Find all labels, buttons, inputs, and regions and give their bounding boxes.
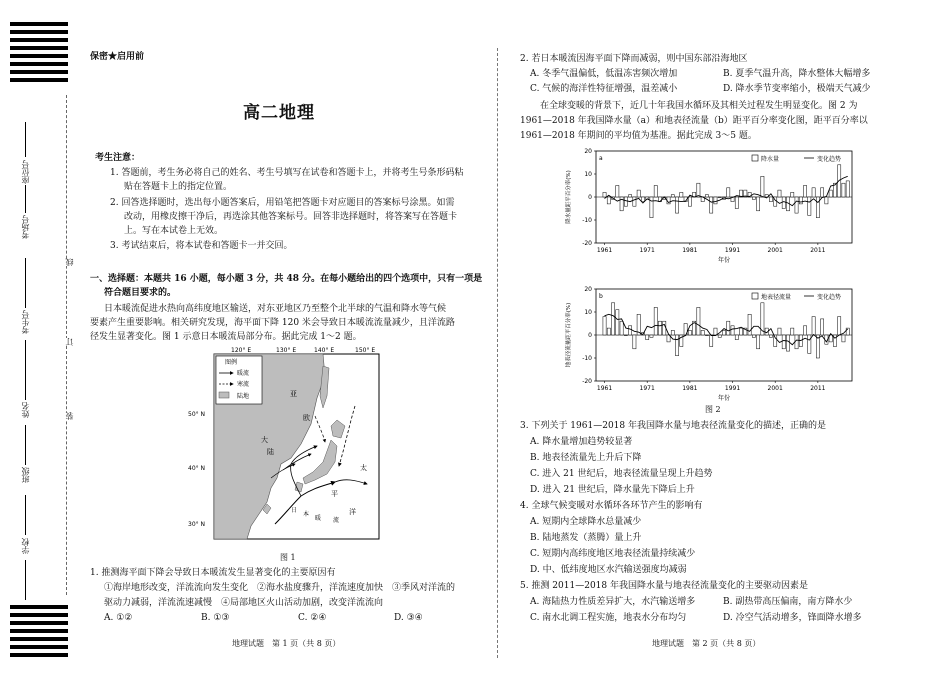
bar-1962 [607, 328, 610, 335]
bar-2003 [782, 335, 785, 349]
lon-label: 140° E [314, 347, 335, 354]
notes-heading: 考生注意： [95, 153, 141, 163]
bar-1995 [748, 314, 751, 335]
bar-1985 [705, 335, 708, 336]
bar-1969 [637, 190, 640, 197]
confidential-label: 保密★启用前 [90, 52, 145, 62]
seat-number-label: 座位号 [21, 160, 30, 184]
bar-1964 [616, 186, 619, 198]
bar-1978 [675, 335, 678, 356]
place-label: 大 [261, 436, 268, 444]
q2-stem: 2. 若日本暖流因海平面下降而减弱，则中国东部沿海地区 [520, 54, 748, 64]
bar-2002 [778, 328, 781, 335]
exam-room-label: 考场号 [21, 215, 30, 239]
q2-option-d[interactable]: D. 降水季节变率缩小，极端天气减少 [723, 84, 871, 94]
lon-label: 130° E [276, 347, 297, 354]
bar-1978 [675, 197, 678, 213]
note-line: 1. 答题前，考生务必将自己的姓名、考生号填写在试卷和答题卡上，并将考生号条形码粘 [110, 168, 464, 178]
q1-item: 驱动力减弱，洋流流速减慢 ④局部地区火山活动加剧，改变洋流流向 [104, 598, 384, 608]
place-label: 陆 [267, 448, 274, 456]
class-label: 班级 [21, 467, 30, 483]
bar-2003 [782, 197, 785, 209]
x-tick-label: 1981 [682, 385, 698, 392]
bar-1998 [761, 176, 764, 197]
legend-trend-label: 变化趋势 [817, 156, 842, 163]
x-tick-label: 2001 [767, 247, 783, 254]
legend-title: 图例 [225, 359, 238, 366]
bar-1991 [731, 326, 734, 335]
note-line: 改动，用橡皮擦干净后，再选涂其他答案标号。回答非选择题时，将答案写在答题卡 [124, 212, 458, 222]
x-tick-label: 1971 [639, 247, 655, 254]
place-label: 本 [303, 511, 310, 518]
bar-1973 [654, 307, 657, 335]
bar-2009 [808, 335, 811, 353]
panel-label: a [599, 155, 603, 162]
x-tick-label: 2001 [767, 385, 783, 392]
bar-2002 [778, 190, 781, 197]
bar-1985 [705, 195, 708, 197]
lat-label: 30° N [188, 521, 206, 528]
bar-2004 [786, 335, 789, 351]
y-tick-label: -20 [582, 378, 592, 385]
bar-1972 [650, 335, 653, 337]
q1-option-d[interactable]: D. ③④ [394, 613, 423, 623]
bar-1986 [710, 197, 713, 213]
bar-1968 [633, 335, 636, 349]
note-line: 2. 回答选择题时，选出每小题答案后，用铅笔把答题卡对应题目的答案标号涂黑。如需 [110, 198, 455, 208]
x-tick-label: 1971 [639, 385, 655, 392]
bind-mark: 装 [65, 412, 74, 420]
intro-line: 径发生显著变化。图 1 示意日本暖流局部分布。据此完成 1～2 题。 [90, 332, 362, 342]
bar-2001 [774, 335, 777, 347]
bar-2000 [769, 335, 772, 337]
staple-mark: 订 [65, 338, 74, 346]
y-tick-label: 20 [584, 286, 592, 293]
bar-1983 [697, 183, 700, 197]
q1-stem: 1. 推测海平面下降会导致日本暖流发生显著变化的主要原因有 [90, 568, 336, 578]
bar-1977 [671, 330, 674, 335]
bar-1971 [646, 335, 649, 340]
bar-1961 [603, 192, 606, 197]
trend-line [605, 314, 848, 344]
legend-cold-label: 寒流 [237, 381, 250, 388]
bar-1997 [757, 197, 760, 211]
y-tick-label: 10 [584, 309, 592, 316]
intro2-line: 在全球变暖的背景下，近几十年我国水循环及其相关过程发生明显变化。图 2 为 [540, 101, 858, 111]
bar-1961 [603, 317, 606, 335]
bar-1962 [607, 197, 610, 204]
q1-option-a[interactable]: A. ①② [104, 613, 133, 623]
place-label: 亚 [290, 390, 297, 398]
place-label: 欧 [303, 414, 310, 422]
intro-line: 日本暖流促进水热向高纬度地区输送，对东亚地区乃至整个北半球的气温和降水等气候 [104, 304, 447, 314]
bar-1967 [629, 195, 632, 197]
bar-2012 [821, 319, 824, 335]
q5-option-a[interactable]: A. 海陆热力性质差异扩大，水汽输送增多 [530, 597, 696, 607]
figure-1-caption: 图 1 [280, 553, 296, 562]
y-tick-label: 20 [584, 148, 592, 155]
intro-line: 要素产生重要影响。相关研究发现，海平面下降 120 米会导致日本暖流流量减少，且洋流路 [90, 318, 455, 328]
bar-1983 [697, 307, 700, 335]
q5-stem: 5. 推测 2011—2018 年我国降水量与地表径流量变化的主要驱动因素是 [520, 581, 808, 591]
bar-1992 [735, 197, 738, 209]
figure-1-map [188, 346, 380, 546]
bar-2010 [812, 188, 815, 197]
bar-1981 [688, 197, 691, 206]
page-divider [497, 48, 498, 658]
bar-1990 [727, 188, 730, 197]
student-id-label: 考生号 [21, 310, 30, 334]
bar-2008 [803, 326, 806, 335]
bar-1988 [718, 335, 721, 337]
note-line: 3. 考试结束后，将本试卷和答题卡一并交回。 [110, 241, 293, 251]
bar-1974 [658, 321, 661, 335]
bar-1990 [727, 321, 730, 335]
bar-2014 [829, 190, 832, 197]
bar-2018 [846, 181, 849, 197]
bar-2011 [816, 197, 819, 218]
place-label: 洋 [349, 508, 356, 516]
bar-1970 [641, 197, 644, 202]
q2-option-b[interactable]: B. 夏季气温升高，降水整体大幅增多 [723, 69, 871, 79]
bar-1963 [611, 303, 614, 335]
bar-1988 [718, 197, 721, 198]
bar-2000 [769, 197, 772, 202]
bar-1984 [701, 330, 704, 335]
bar-1989 [722, 330, 725, 335]
lat-label: 40° N [188, 465, 206, 472]
bar-1965 [620, 321, 623, 335]
chart-b [560, 283, 860, 403]
footer-right: 地理试题 第 2 页（共 8 页） [652, 639, 761, 648]
bar-1966 [624, 197, 627, 206]
bar-1992 [735, 335, 738, 340]
place-label: 太 [360, 464, 367, 472]
bar-2013 [825, 197, 828, 204]
bar-1977 [671, 195, 674, 197]
name-label: 姓名 [21, 402, 30, 418]
x-tick-label: 2011 [810, 385, 826, 392]
bar-2007 [799, 197, 802, 204]
bar-1986 [710, 335, 713, 347]
x-tick-label: 1991 [724, 385, 741, 392]
footer-left: 地理试题 第 1 页（共 8 页） [232, 639, 341, 648]
bar-1987 [714, 197, 717, 204]
q3-stem: 3. 下列关于 1961—2018 年我国降水量与地表径流量变化的描述，正确的是 [520, 421, 826, 431]
y-tick-label: 0 [588, 332, 592, 339]
place-label: 平 [331, 490, 338, 498]
q5-option-c[interactable]: C. 南水北调工程实施，地表水分布均匀 [530, 613, 687, 623]
school-label: 学校 [21, 538, 30, 554]
y-tick-label: -10 [582, 217, 592, 224]
q1-option-c[interactable]: C. ②④ [298, 613, 327, 623]
q3-option-c[interactable]: C. 进入 21 世纪后，地表径流量呈现上升趋势 [530, 469, 713, 479]
x-tick-label: 1991 [724, 247, 741, 254]
bar-1981 [688, 330, 691, 335]
bar-2016 [838, 317, 841, 335]
bar-1964 [616, 310, 619, 335]
bar-2017 [842, 183, 845, 197]
bar-1997 [757, 335, 760, 349]
bar-2008 [803, 186, 806, 198]
x-tick-label: 1961 [596, 247, 613, 254]
legend-land-symbol [219, 392, 229, 398]
bar-1975 [663, 321, 666, 335]
x-tick-label: 1981 [682, 247, 698, 254]
lon-label: 150° E [355, 347, 376, 354]
bar-2005 [791, 192, 794, 197]
bar-2006 [795, 197, 798, 213]
q2-option-c[interactable]: C. 气候的海洋性特征增强，温差减小 [530, 84, 678, 94]
x-tick-label: 1961 [596, 385, 613, 392]
bar-1979 [680, 192, 683, 197]
q1-item: ①海岸地形改变，洋流流向发生变化 ②海水盐度骤升，洋流速度加快 ③季风对洋流的 [104, 583, 456, 593]
place-label: 暖 [315, 515, 322, 522]
chart-a [560, 145, 860, 265]
q3-option-a[interactable]: A. 降水量增加趋势较显著 [530, 437, 633, 447]
note-line: 上。写在本试卷上无效。 [124, 226, 224, 236]
q5-option-d[interactable]: D. 冷空气活动增多，锋面降水增多 [723, 613, 862, 623]
lon-label: 120° E [231, 347, 252, 354]
bar-1967 [629, 326, 632, 335]
bar-1968 [633, 197, 636, 206]
y-tick-label: 10 [584, 171, 592, 178]
x-axis-label: 年份 [717, 257, 731, 264]
legend-trend-label: 变化趋势 [817, 294, 842, 301]
legend-bar-swatch [752, 155, 758, 161]
figure-2-caption: 图 2 [705, 405, 721, 414]
line-mark: 线 [65, 258, 74, 266]
intro2-line: 1961—2018 年期间的平均值为基准。据此完成 3～5 题。 [520, 131, 757, 141]
bar-1966 [624, 335, 627, 336]
y-tick-label: -10 [582, 355, 592, 362]
x-tick-label: 2011 [810, 247, 826, 254]
legend-land-label: 陆地 [237, 393, 250, 400]
y-axis-label: 地表径流量距平百分率(%) [566, 302, 572, 368]
bar-2012 [821, 188, 824, 197]
panel-label: b [599, 293, 603, 300]
q1-option-b[interactable]: B. ①③ [201, 613, 230, 623]
q4-option-b[interactable]: B. 陆地蒸发（蒸腾）量上升 [530, 533, 642, 543]
y-axis-label: 降水量距平百分率(%) [566, 170, 572, 224]
intro2-line: 1961—2018 年我国降水量（a）和地表径流量（b）距平百分率变化图，距平百分率以 [520, 116, 868, 126]
q3-option-b[interactable]: B. 地表径流量先上升后下降 [530, 453, 642, 463]
bar-1987 [714, 328, 717, 335]
q4-option-a[interactable]: A. 短期内全球降水总量减少 [530, 517, 642, 527]
q4-option-d[interactable]: D. 中、低纬度地区水汽输送强度均减弱 [530, 565, 687, 575]
y-tick-label: 0 [588, 194, 592, 201]
legend-warm-label: 暖流 [237, 370, 250, 377]
page-title: 高二地理 [243, 103, 315, 123]
x-axis-label: 年份 [717, 395, 731, 402]
bar-1996 [752, 197, 755, 199]
q3-option-d[interactable]: D. 进入 21 世纪后，降水量先下降后上升 [530, 485, 695, 495]
section-heading: 一、选择题：本题共 16 小题，每小题 3 分，共 48 分。在每小题给出的四个选项中，只有一项是 [90, 274, 483, 284]
bar-1973 [654, 186, 657, 198]
section-heading-cont: 符合题目要求的。 [104, 288, 177, 298]
q4-stem: 4. 全球气候变暖对水循环各环节产生的影响有 [520, 501, 703, 511]
legend-bar-swatch [752, 293, 758, 299]
bar-2009 [808, 197, 811, 215]
trend-line [605, 176, 848, 205]
bar-1996 [752, 335, 755, 337]
legend-bar-label: 降水量 [761, 156, 780, 163]
bar-2005 [791, 328, 794, 335]
note-line: 贴在答题卡上的指定位置。 [124, 182, 233, 192]
lat-label: 50° N [188, 411, 206, 418]
bar-2017 [842, 335, 845, 342]
q2-option-a[interactable]: A. 冬季气温偏低，低温冻害频次增加 [530, 69, 678, 79]
legend-bar-label: 地表径流量 [761, 294, 792, 301]
place-label: 流 [333, 517, 340, 524]
q5-option-b[interactable]: B. 副热带高压偏南，南方降水少 [723, 597, 853, 607]
y-tick-label: -20 [582, 240, 592, 247]
q4-option-c[interactable]: C. 短期内高纬度地区地表径流量持续减少 [530, 549, 696, 559]
bar-1993 [739, 328, 742, 335]
bar-2010 [812, 317, 815, 335]
place-label: 日 [291, 507, 298, 514]
